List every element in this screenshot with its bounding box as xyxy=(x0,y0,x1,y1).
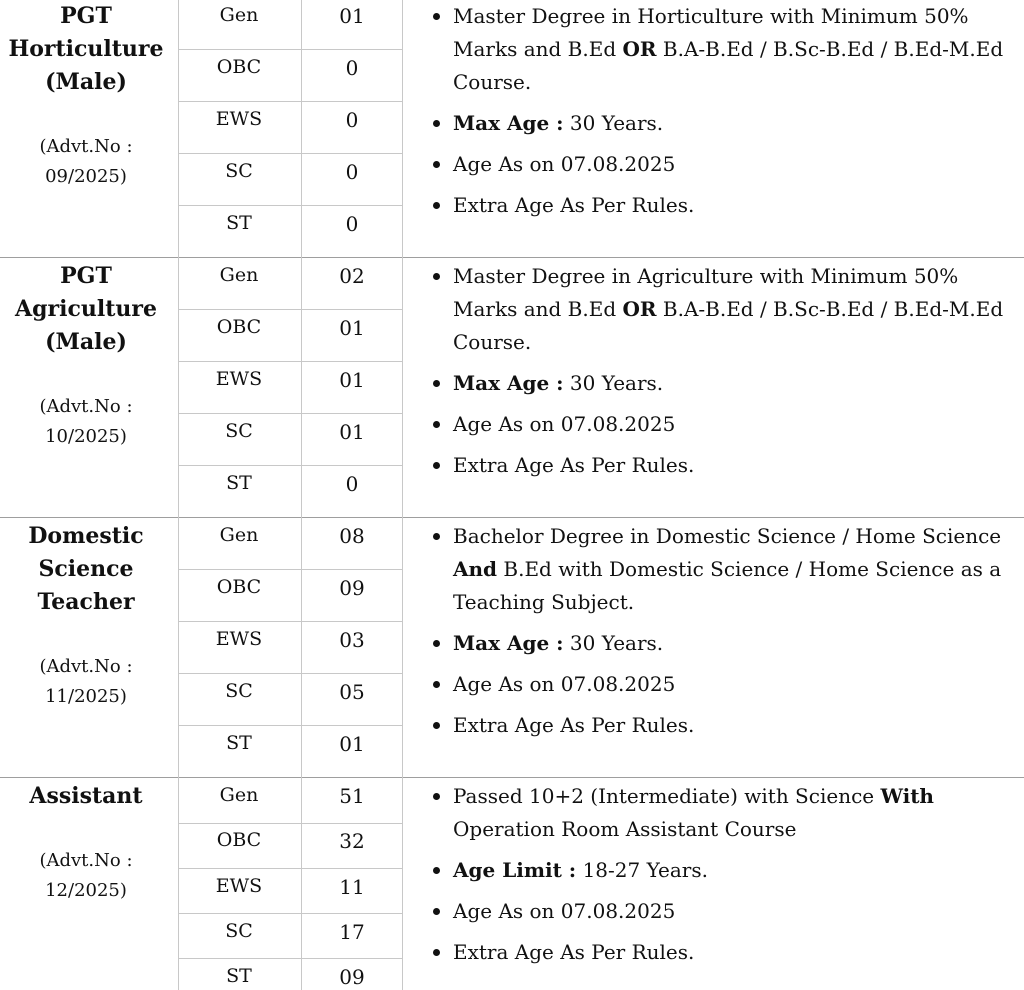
post-title-line: Assistant xyxy=(29,783,143,809)
category: OBC xyxy=(216,576,262,598)
category: ST xyxy=(226,732,252,754)
vacancy-count: 51 xyxy=(339,784,365,808)
post-name xyxy=(0,260,172,359)
vacancy-count: 32 xyxy=(339,829,365,853)
row-divider xyxy=(178,823,403,824)
category: EWS xyxy=(215,108,263,130)
eligibility-list xyxy=(430,260,1010,490)
eligibility-age-date: Age As on 07.08.2025 xyxy=(430,148,1010,181)
post-title-line: Domestic xyxy=(28,523,144,549)
category: Gen xyxy=(219,784,259,806)
eligibility-age: Max Age : 30 Years. xyxy=(430,627,1010,660)
column-rule xyxy=(402,0,403,990)
row-separator xyxy=(0,777,1024,778)
advt-line: 10/2025) xyxy=(45,426,127,447)
vacancy-count: 0 xyxy=(345,160,359,184)
vacancy-count: 08 xyxy=(339,524,365,548)
eligibility-list xyxy=(430,520,1010,750)
category: OBC xyxy=(216,56,262,78)
row-separator xyxy=(0,257,1024,258)
eligibility-age: Max Age : 30 Years. xyxy=(430,367,1010,400)
eligibility-extra: Extra Age As Per Rules. xyxy=(430,449,1010,482)
vacancy-count: 02 xyxy=(339,264,365,288)
row-divider xyxy=(178,621,403,622)
vacancy-count: 03 xyxy=(339,628,365,652)
post-name xyxy=(0,0,172,99)
eligibility-qualification: Master Degree in Agriculture with Minimum 50% Marks and B.Ed OR B.A-B.Ed / B.Sc-B.Ed / B.Ed-M.Ed Course. xyxy=(430,260,1010,359)
eligibility-age: Max Age : 30 Years. xyxy=(430,107,1010,140)
post-row xyxy=(0,0,1024,257)
advt-line: (Advt.No : xyxy=(39,656,133,677)
category: OBC xyxy=(216,829,262,851)
category: SC xyxy=(225,420,253,442)
row-divider xyxy=(178,309,403,310)
advt-line: 09/2025) xyxy=(45,166,127,187)
row-divider xyxy=(178,725,403,726)
eligibility-qualification: Master Degree in Horticulture with Minimum 50% Marks and B.Ed OR B.A-B.Ed / B.Sc-B.Ed / B.Ed-M.Ed Course. xyxy=(430,0,1010,99)
eligibility-list xyxy=(430,780,1010,977)
eligibility-qualification: Passed 10+2 (Intermediate) with Science With Operation Room Assistant Course xyxy=(430,780,1010,846)
advt-line: (Advt.No : xyxy=(39,850,133,871)
post-name xyxy=(0,780,172,813)
row-divider xyxy=(178,958,403,959)
post-name xyxy=(0,520,172,619)
post-title-line: Horticulture xyxy=(8,36,164,62)
advt-line: (Advt.No : xyxy=(39,136,133,157)
advt-line: (Advt.No : xyxy=(39,396,133,417)
post-row xyxy=(0,520,1024,777)
category: SC xyxy=(225,160,253,182)
row-divider xyxy=(178,913,403,914)
post-row xyxy=(0,780,1024,990)
advt-number xyxy=(0,652,172,712)
eligibility-qualification: Bachelor Degree in Domestic Science / Home Science And B.Ed with Domestic Science / Home Science as a Teaching Subject. xyxy=(430,520,1010,619)
vacancy-count: 0 xyxy=(345,108,359,132)
category: ST xyxy=(226,472,252,494)
advt-number xyxy=(0,392,172,452)
category: SC xyxy=(225,680,253,702)
vacancy-count: 09 xyxy=(339,576,365,600)
row-divider xyxy=(178,153,403,154)
category: SC xyxy=(225,920,253,942)
row-divider xyxy=(178,205,403,206)
category: Gen xyxy=(219,4,259,26)
row-divider xyxy=(178,673,403,674)
category: Gen xyxy=(219,524,259,546)
row-divider xyxy=(178,101,403,102)
post-title-line: Science xyxy=(38,556,134,582)
vacancy-count: 09 xyxy=(339,965,365,989)
vacancy-count: 01 xyxy=(339,4,365,28)
eligibility-list xyxy=(430,0,1010,230)
eligibility-age-date: Age As on 07.08.2025 xyxy=(430,668,1010,701)
advt-line: 12/2025) xyxy=(45,880,127,901)
category: Gen xyxy=(219,264,259,286)
eligibility-extra: Extra Age As Per Rules. xyxy=(430,936,1010,969)
row-divider xyxy=(178,49,403,50)
row-divider xyxy=(178,413,403,414)
vacancy-count: 01 xyxy=(339,316,365,340)
eligibility-age-date: Age As on 07.08.2025 xyxy=(430,895,1010,928)
vacancy-count: 01 xyxy=(339,732,365,756)
eligibility-age: Age Limit : 18-27 Years. xyxy=(430,854,1010,887)
vacancy-count: 01 xyxy=(339,368,365,392)
category: OBC xyxy=(216,316,262,338)
post-title-line: PGT xyxy=(60,263,112,289)
vacancy-count: 01 xyxy=(339,420,365,444)
advt-number xyxy=(0,846,172,906)
post-title-line: (Male) xyxy=(45,69,127,95)
row-divider xyxy=(178,569,403,570)
row-divider xyxy=(178,361,403,362)
vacancy-count: 0 xyxy=(345,472,359,496)
column-rule xyxy=(178,0,179,990)
vacancy-count: 05 xyxy=(339,680,365,704)
post-title-line: Teacher xyxy=(37,589,135,615)
column-rule xyxy=(301,0,302,990)
vacancy-count: 17 xyxy=(339,920,365,944)
category: EWS xyxy=(215,628,263,650)
vacancy-count: 11 xyxy=(339,875,365,899)
post-row xyxy=(0,260,1024,517)
category: ST xyxy=(226,965,252,987)
row-separator xyxy=(0,517,1024,518)
advt-line: 11/2025) xyxy=(45,686,127,707)
category: EWS xyxy=(215,875,263,897)
post-title-line: PGT xyxy=(60,3,112,29)
post-title-line: Agriculture xyxy=(15,296,157,322)
vacancy-count: 0 xyxy=(345,212,359,236)
row-divider xyxy=(178,868,403,869)
category: EWS xyxy=(215,368,263,390)
advt-number xyxy=(0,132,172,192)
post-title-line: (Male) xyxy=(45,329,127,355)
eligibility-extra: Extra Age As Per Rules. xyxy=(430,189,1010,222)
row-divider xyxy=(178,465,403,466)
eligibility-extra: Extra Age As Per Rules. xyxy=(430,709,1010,742)
eligibility-age-date: Age As on 07.08.2025 xyxy=(430,408,1010,441)
vacancy-count: 0 xyxy=(345,56,359,80)
category: ST xyxy=(226,212,252,234)
